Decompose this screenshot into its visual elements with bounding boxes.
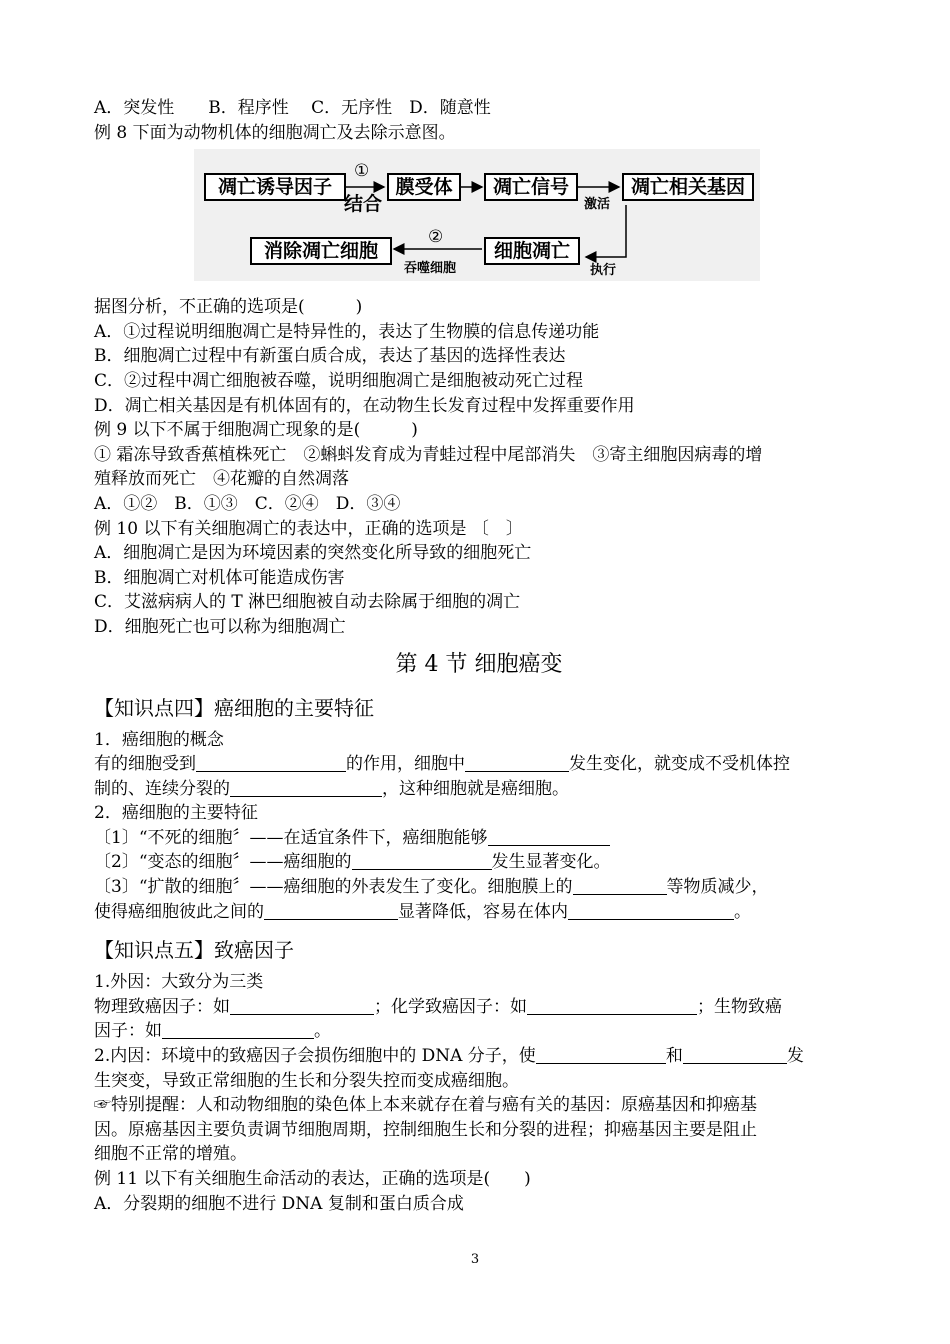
text-segment: 发生显著变化。	[491, 852, 611, 873]
box-apoptosis-signal: 凋亡信号	[484, 173, 578, 201]
text-line: A．细胞凋亡是因为环境因素的突然变化所导致的细胞死亡	[94, 543, 532, 564]
fill-in-line	[94, 1044, 864, 1069]
knowledge-point-5-title: 【知识点五】致癌因子	[94, 938, 294, 963]
label-activate: 激活	[584, 197, 611, 213]
section-title: 第 4 节 细胞癌变	[395, 651, 563, 677]
text-line: A．①过程说明细胞凋亡是特异性的，表达了生物膜的信息传递功能	[94, 321, 600, 342]
text-segment: 和	[665, 1046, 683, 1067]
box-apoptosis-inducer: 凋亡诱导因子	[204, 173, 346, 201]
answer-blank[interactable]	[568, 902, 734, 920]
text-line: 例 8 下面为动物机体的细胞凋亡及去除示意图。	[94, 122, 456, 143]
answer-blank[interactable]	[264, 902, 398, 920]
text-line: 1.外因：大致分为三类	[94, 972, 264, 993]
text-segment: 物理致癌因子：如	[94, 996, 230, 1017]
text-segment: ；生物致癌	[697, 996, 782, 1017]
text-line: 殖释放而死亡 ④花瓣的自然凋落	[94, 469, 349, 490]
text-line: 2．癌细胞的主要特征	[94, 803, 258, 824]
text-line: B．细胞凋亡对机体可能造成伤害	[94, 567, 345, 588]
text-segment: 使得癌细胞彼此之间的	[94, 901, 264, 922]
page-number: 3	[470, 1252, 480, 1267]
text-segment: 〔1〕“不死的细胞〞——在适宜条件下，癌细胞能够	[94, 827, 488, 848]
box-apoptosis-genes: 凋亡相关基因	[622, 173, 754, 201]
fill-in-line	[94, 826, 864, 851]
text-segment: 发生变化，就变成不受机体控	[569, 754, 790, 775]
text-line: 生突变，导致正常细胞的生长和分裂失控而变成癌细胞。	[94, 1070, 519, 1091]
text-line: 据图分析，不正确的选项是( )	[94, 297, 363, 318]
box-membrane-receptor: 膜受体	[387, 173, 461, 201]
fill-in-line	[94, 875, 864, 900]
label-bind: 结合	[344, 193, 383, 216]
text-segment: ，这种细胞就是癌细胞。	[382, 778, 569, 799]
fill-in-line	[94, 1019, 864, 1044]
text-segment: 等物质减少，	[666, 877, 769, 898]
answer-blank[interactable]	[162, 1021, 314, 1039]
answer-blank[interactable]	[536, 1046, 666, 1064]
answer-blank[interactable]	[230, 997, 374, 1015]
text-line: A．①② B．①③ C．②④ D．③④	[94, 493, 401, 514]
text-line: A．突发性 B．程序性 C．无序性 D．随意性	[94, 98, 491, 118]
text-line: ① 霜冻导致香蕉植株死亡 ②蝌蚪发育成为青蛙过程中尾部消失 ③寄主细胞因病毒的增	[94, 444, 763, 465]
text-line: B．细胞凋亡过程中有新蛋白质合成，表达了基因的选择性表达	[94, 346, 566, 367]
fill-in-line	[94, 777, 864, 802]
answer-blank[interactable]	[352, 852, 492, 870]
text-segment: 〔2〕“变态的细胞〞——癌细胞的	[94, 852, 352, 873]
label-step-1: ①	[354, 161, 370, 182]
text-line: D．细胞死亡也可以称为细胞凋亡	[94, 616, 346, 637]
answer-blank[interactable]	[230, 779, 382, 797]
text-segment: ；化学致癌因子：如	[374, 996, 527, 1017]
text-segment: 2.内因：环境中的致癌因子会损伤细胞中的 DNA 分子，使	[94, 1046, 536, 1067]
text-segment: 制的、连续分裂的	[94, 778, 230, 799]
fill-in-line	[94, 850, 864, 875]
box-cell-apoptosis: 细胞凋亡	[484, 237, 580, 265]
answer-blank[interactable]	[488, 828, 610, 846]
text-segment: 发	[786, 1046, 804, 1067]
label-phagocyte: 吞噬细胞	[404, 261, 457, 277]
answer-blank[interactable]	[683, 1046, 787, 1064]
text-line: 例 9 以下不属于细胞凋亡现象的是( )	[94, 420, 418, 441]
label-step-2: ②	[428, 227, 444, 248]
fill-in-line	[94, 900, 864, 925]
text-segment: 显著降低，容易在体内	[398, 901, 568, 922]
knowledge-point-4-title: 【知识点四】癌细胞的主要特征	[94, 695, 374, 720]
text-line: 因。原癌基因主要负责调节细胞周期，控制细胞生长和分裂的进程；抑癌基因主要是阻止	[94, 1119, 757, 1140]
fill-in-line	[94, 752, 864, 777]
page-content	[94, 96, 864, 1216]
text-line: A．分裂期的细胞不进行 DNA 复制和蛋白质合成	[94, 1193, 464, 1214]
text-line: 细胞不正常的增殖。	[94, 1144, 247, 1165]
apoptosis-diagram	[194, 149, 760, 281]
text-segment: 。	[734, 901, 751, 922]
answer-blank[interactable]	[196, 754, 346, 772]
text-line: 例 11 以下有关细胞生命活动的表达，正确的选项是( )	[94, 1169, 531, 1189]
text-segment: 因子：如	[94, 1021, 162, 1042]
text-line: 1．癌细胞的概念	[94, 729, 224, 750]
text-line: C．艾滋病病人的 T 淋巴细胞被自动去除属于细胞的凋亡	[94, 592, 521, 613]
box-clear-apoptotic-cells: 消除凋亡细胞	[250, 237, 392, 265]
answer-blank[interactable]	[527, 997, 697, 1015]
text-segment: 有的细胞受到	[94, 754, 196, 775]
text-segment: 的作用，细胞中	[346, 754, 465, 775]
text-line: 例 10 以下有关细胞凋亡的表达中，正确的选项是 〔 〕	[94, 518, 523, 539]
label-execute: 执行	[590, 263, 617, 279]
text-segment: 〔3〕“扩散的细胞〞——癌细胞的外表发生了变化。细胞膜上的	[94, 877, 573, 898]
text-line: D．凋亡相关基因是有机体固有的，在动物生长发育过程中发挥重要作用	[94, 395, 635, 416]
answer-blank[interactable]	[573, 877, 667, 895]
fill-in-line	[94, 995, 864, 1020]
text-segment: 。	[314, 1021, 331, 1042]
text-line: C．②过程中凋亡细胞被吞噬，说明细胞凋亡是细胞被动死亡过程	[94, 370, 584, 391]
text-line: ☞特别提醒：人和动物细胞的染色体上本来就存在着与癌有关的基因：原癌基因和抑癌基	[94, 1095, 757, 1116]
answer-blank[interactable]	[465, 754, 569, 772]
